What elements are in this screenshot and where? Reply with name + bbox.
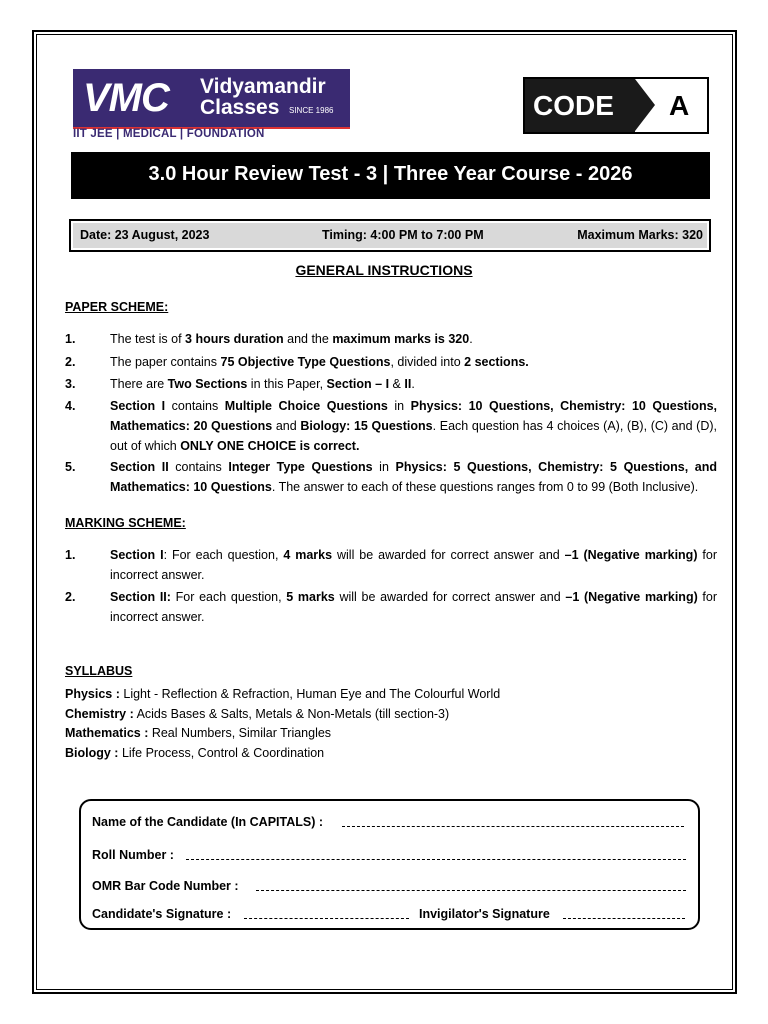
text-run: for incorrect answer. — [110, 548, 718, 582]
text-run: : For each question, — [163, 548, 284, 562]
invigilator-signature-label: Invigilator's Signature — [419, 907, 550, 921]
item-number: 1. — [65, 332, 76, 346]
text-run: in this Paper, — [247, 377, 327, 391]
syllabus-subject: Mathematics : — [65, 726, 149, 740]
test-title: 3.0 Hour Review Test - 3 | Three Year Course - 2026 — [71, 152, 710, 199]
syllabus-line-biology — [65, 744, 324, 764]
max-marks: Maximum Marks: 320 — [577, 228, 703, 242]
text-run: and — [272, 419, 301, 433]
logo-name-line2: Classes — [200, 96, 280, 119]
roll-number-label: Roll Number : — [92, 848, 174, 862]
bold-run: maximum marks is 320 — [332, 332, 470, 346]
text-run: . — [469, 332, 473, 346]
bold-run: Integer Type Questions — [228, 460, 373, 474]
invigilator-signature-field[interactable] — [563, 918, 685, 919]
item-text — [110, 329, 717, 349]
bold-run: Section II — [110, 460, 169, 474]
logo-since: SINCE 1986 — [289, 106, 334, 115]
bold-run: II — [404, 377, 412, 391]
paper-scheme-item — [65, 329, 717, 349]
bold-run: Section I — [110, 399, 166, 413]
text-run: will be awarded for correct answer and — [334, 590, 566, 604]
item-number: 4. — [65, 399, 76, 413]
text-run: The test is of — [110, 332, 186, 346]
syllabus-topics: Acids Bases & Salts, Metals & Non-Metals (till section-3) — [133, 707, 450, 721]
item-number: 2. — [65, 590, 76, 604]
bold-run: 4 marks — [283, 548, 333, 562]
text-run: The paper contains — [110, 355, 221, 369]
text-run: will be awarded for correct answer and — [332, 548, 565, 562]
bold-run: –1 (Negative marking) — [565, 590, 698, 604]
marking-scheme-item — [65, 587, 717, 627]
exam-date: Date: 23 August, 2023 — [80, 228, 210, 242]
text-run: in — [387, 399, 411, 413]
text-run: , divided into — [390, 355, 465, 369]
exam-timing: Timing: 4:00 PM to 7:00 PM — [322, 228, 484, 242]
logo-brand: VMC — [83, 76, 169, 120]
bold-run: 75 Objective Type Questions — [220, 355, 391, 369]
syllabus-subject: Physics : — [65, 687, 120, 701]
paper-scheme-item — [65, 374, 717, 394]
code-label: CODE — [533, 90, 614, 121]
syllabus-topics: Light - Reflection & Refraction, Human Eye and The Colourful World — [119, 687, 501, 701]
bold-run: 3 hours duration — [185, 332, 284, 346]
item-number: 1. — [65, 548, 76, 562]
marking-scheme-heading: MARKING SCHEME: — [65, 516, 186, 530]
text-run: . The answer to each of these questions ranges from 0 to 99 (Both Inclusive). — [271, 480, 699, 494]
text-run: There are — [110, 377, 168, 391]
item-number: 2. — [65, 355, 76, 369]
bold-run: 2 sections. — [464, 355, 529, 369]
vmc-logo — [73, 69, 350, 127]
item-text — [110, 457, 717, 497]
text-run: . — [411, 377, 415, 391]
bold-run: Two Sections — [167, 377, 248, 391]
code-arrow-icon — [635, 79, 655, 131]
roll-number-field[interactable] — [186, 859, 686, 860]
logo-tagline: IIT JEE | MEDICAL | FOUNDATION — [73, 128, 265, 140]
bold-run: Physics: 5 Questions, Chemistry: 5 Questions, and Mathematics: 10 Questions — [110, 460, 717, 494]
paper-scheme-item — [65, 352, 717, 372]
text-run: contains — [165, 399, 225, 413]
syllabus-heading: SYLLABUS — [65, 664, 133, 678]
syllabus-line-physics — [65, 685, 500, 705]
omr-barcode-label: OMR Bar Code Number : — [92, 879, 239, 893]
item-text — [110, 396, 717, 456]
syllabus-line-chemistry — [65, 705, 449, 725]
syllabus-line-mathematics — [65, 724, 331, 744]
text-run: contains — [168, 460, 229, 474]
bold-run: 5 marks — [286, 590, 335, 604]
general-instructions-heading: GENERAL INSTRUCTIONS — [295, 262, 473, 278]
item-number: 3. — [65, 377, 76, 391]
logo-name-line1: Vidyamandir — [200, 75, 326, 98]
item-number: 5. — [65, 460, 76, 474]
syllabus-topics: Real Numbers, Similar Triangles — [148, 726, 332, 740]
bold-run: Section II: — [110, 590, 171, 604]
bold-run: Biology: 15 Questions — [300, 419, 433, 433]
code-label-panel — [525, 79, 635, 132]
text-run: . Each question has 4 choices (A), (B), (C) and (D), out of which — [110, 419, 718, 453]
candidate-signature-label: Candidate's Signature : — [92, 907, 232, 921]
item-text — [110, 374, 717, 394]
bold-run: Section I — [110, 548, 164, 562]
candidate-name-label: Name of the Candidate (In CAPITALS) : — [92, 815, 324, 829]
bold-run: –1 (Negative marking) — [564, 548, 698, 562]
exam-info-bar — [69, 219, 711, 252]
bold-run: Physics: 10 Questions, Chemistry: 10 Questions, Mathematics: 20 Questions — [110, 399, 718, 433]
text-run: For each question, — [170, 590, 287, 604]
bold-run: ONLY ONE CHOICE is correct. — [180, 439, 360, 453]
text-run: for incorrect answer. — [110, 590, 718, 624]
syllabus-subject: Chemistry : — [65, 707, 134, 721]
text-run: and the — [283, 332, 333, 346]
candidate-name-field[interactable] — [342, 826, 684, 827]
text-run: & — [389, 377, 405, 391]
bold-run: Multiple Choice Questions — [224, 399, 388, 413]
syllabus-topics: Life Process, Control & Coordination — [118, 746, 325, 760]
item-text — [110, 352, 717, 372]
item-text — [110, 545, 717, 585]
exam-info-inner — [73, 223, 707, 248]
candidate-signature-field[interactable] — [244, 918, 409, 919]
code-letter: A — [669, 90, 690, 121]
marking-scheme-item — [65, 545, 717, 585]
bold-run: Section – I — [326, 377, 390, 391]
paper-scheme-item — [65, 396, 717, 456]
text-run: in — [372, 460, 396, 474]
omr-barcode-field[interactable] — [256, 890, 686, 891]
item-text — [110, 587, 717, 627]
paper-scheme-heading: PAPER SCHEME: — [65, 300, 169, 314]
paper-scheme-item — [65, 457, 717, 497]
paper-code-box — [523, 77, 709, 134]
syllabus-subject: Biology : — [65, 746, 119, 760]
